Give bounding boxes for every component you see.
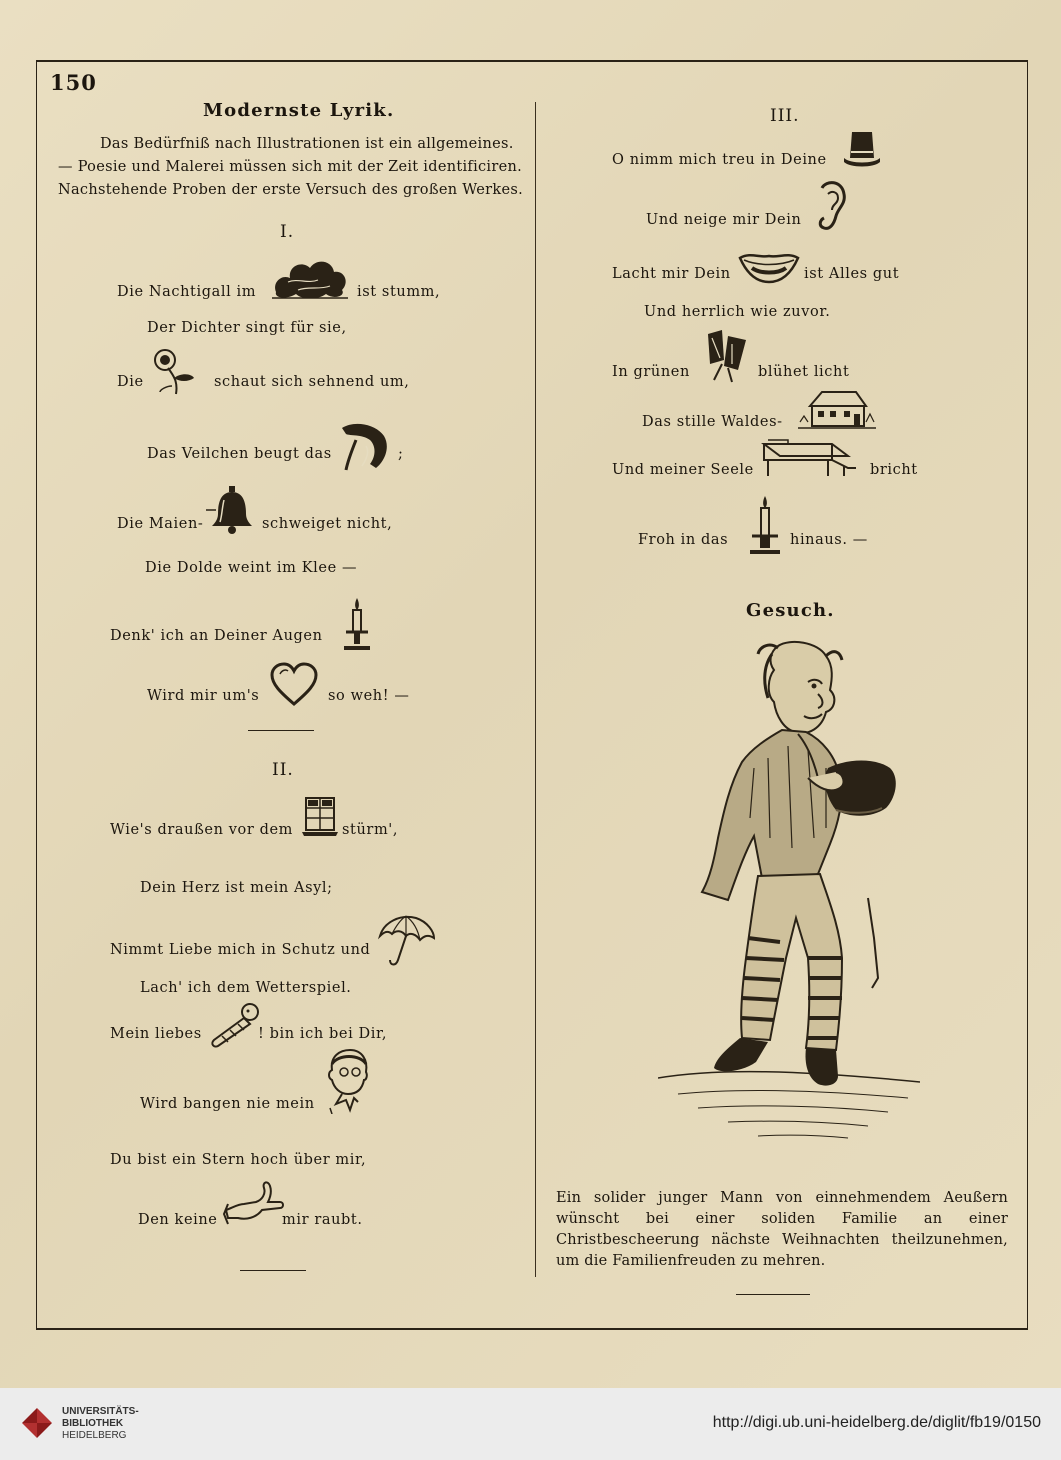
knee-icon [336, 418, 394, 474]
poem-2-line-6: Wird bangen nie mein [140, 1096, 315, 1112]
swaddled-baby-icon [206, 1002, 260, 1048]
poem-3-numeral: III. [770, 106, 800, 126]
poem-3-line-6: Das stille Waldes- [642, 414, 783, 430]
notice-text: Ein solider junger Mann von einnehmendem Aeußern wünscht bei einer soliden Familie an einer Christbescheerung nächste Weihnachten theilzunehmen, um die Familienfreuden zu mehren. [556, 1190, 1008, 1269]
poem-3-line-5-end: blühet licht [758, 364, 850, 380]
hand-icon [222, 1174, 284, 1228]
library-name [62, 1406, 139, 1442]
section-rule [248, 730, 314, 731]
poem-2-line-8-start: Den keine [138, 1212, 218, 1228]
article-title: Modernste Lyrik. [203, 100, 395, 121]
poem-1-line-4-start: Das Veilchen beugt das [147, 446, 332, 462]
umbrella-icon [374, 912, 436, 970]
poem-3-line-1: O nimm mich treu in Deine [612, 152, 827, 168]
poem-2-line-5-end: ! bin ich bei Dir, [258, 1026, 388, 1042]
poem-2-line-1-start: Wie's draußen vor dem [110, 822, 293, 838]
footer-bar [0, 1388, 1061, 1460]
poem-2-line-7: Du bist ein Stern hoch über mir, [110, 1152, 367, 1168]
poem-2-numeral: II. [272, 760, 294, 780]
poem-1-line-8-end: so weh! — [328, 688, 410, 704]
poem-1-line-1-end: ist stumm, [357, 284, 441, 300]
poem-2-line-4: Lach' ich dem Wetterspiel. [140, 980, 352, 996]
piano-icon [760, 438, 856, 478]
poem-3-line-5-start: In grünen [612, 364, 690, 380]
notice-title: Gesuch. [746, 600, 835, 621]
bush-icon [268, 252, 352, 302]
poem-1-line-5-end: schweiget nicht, [262, 516, 393, 532]
rose-icon [148, 346, 202, 400]
candle-icon [748, 494, 782, 556]
young-man-illustration [658, 638, 920, 1158]
poem-2-line-5-start: Mein liebes [110, 1026, 202, 1042]
poem-1-line-4-end: ; [398, 446, 404, 462]
poem-1-line-2: Der Dichter singt für sie, [147, 320, 347, 336]
poem-1-line-3-end: schaut sich sehnend um, [214, 374, 410, 390]
window-icon [302, 796, 338, 836]
column-divider [535, 102, 536, 1277]
poem-3-line-2: Und neige mir Dein [646, 212, 802, 228]
poem-3-line-7-start: Und meiner Seele [612, 462, 754, 478]
ear-icon [810, 178, 850, 236]
intro-line-2: — Poesie und Malerei müssen sich mit der Zeit identificiren. [58, 159, 523, 175]
poem-3-line-4: Und herrlich wie zuvor. [644, 304, 831, 320]
poem-2-line-2: Dein Herz ist mein Asyl; [140, 880, 333, 896]
house-icon [796, 386, 878, 432]
poem-2-line-1-end: stürm', [342, 822, 399, 838]
candlestick-icon [340, 596, 374, 652]
intro-line-3: Nachstehende Proben der erste Versuch des großen Werkes. [58, 182, 523, 198]
poem-1-numeral: I. [280, 222, 295, 242]
poem-3-line-3-start: Lacht mir Dein [612, 266, 731, 282]
library-name-line-1: UNIVERSITÄTS- [62, 1406, 139, 1417]
poem-1-line-5-start: Die Maien- [117, 516, 204, 532]
poem-1-line-8-start: Wird mir um's [147, 688, 260, 704]
bell-icon [206, 484, 258, 536]
top-hat-icon [842, 128, 882, 168]
poem-3-line-8-start: Froh in das [638, 532, 729, 548]
heart-icon [270, 662, 318, 708]
library-name-line-2: BIBLIOTHEK [62, 1418, 124, 1429]
source-url-link[interactable]: http://digi.ub.uni-heidelberg.de/diglit/fb19/0150 [712, 1414, 1041, 1431]
closing-rule-left [240, 1270, 306, 1271]
mouth-icon [738, 248, 800, 286]
library-logo-icon [20, 1406, 54, 1440]
poem-1-line-3-start: Die [117, 374, 144, 390]
poem-2-line-8-end: mir raubt. [282, 1212, 363, 1228]
intro-line-1: Das Bedürfniß nach Illustrationen ist ein allgemeines. [100, 136, 514, 152]
poem-1-line-6: Die Dolde weint im Klee — [145, 560, 358, 576]
leaves-icon [702, 326, 752, 384]
poem-1-line-7: Denk' ich an Deiner Augen [110, 628, 323, 644]
page-number: 150 [50, 70, 97, 95]
closing-rule-right [736, 1294, 810, 1295]
poem-3-line-3-end: ist Alles gut [804, 266, 900, 282]
mans-head-icon [318, 1046, 374, 1114]
poem-2-line-3: Nimmt Liebe mich in Schutz und [110, 942, 371, 958]
poem-3-line-8-end: hinaus. — [790, 532, 868, 548]
library-name-line-3: HEIDELBERG [62, 1430, 127, 1441]
poem-3-line-7-end: bricht [870, 462, 918, 478]
poem-1-line-1-start: Die Nachtigall im [117, 284, 257, 300]
